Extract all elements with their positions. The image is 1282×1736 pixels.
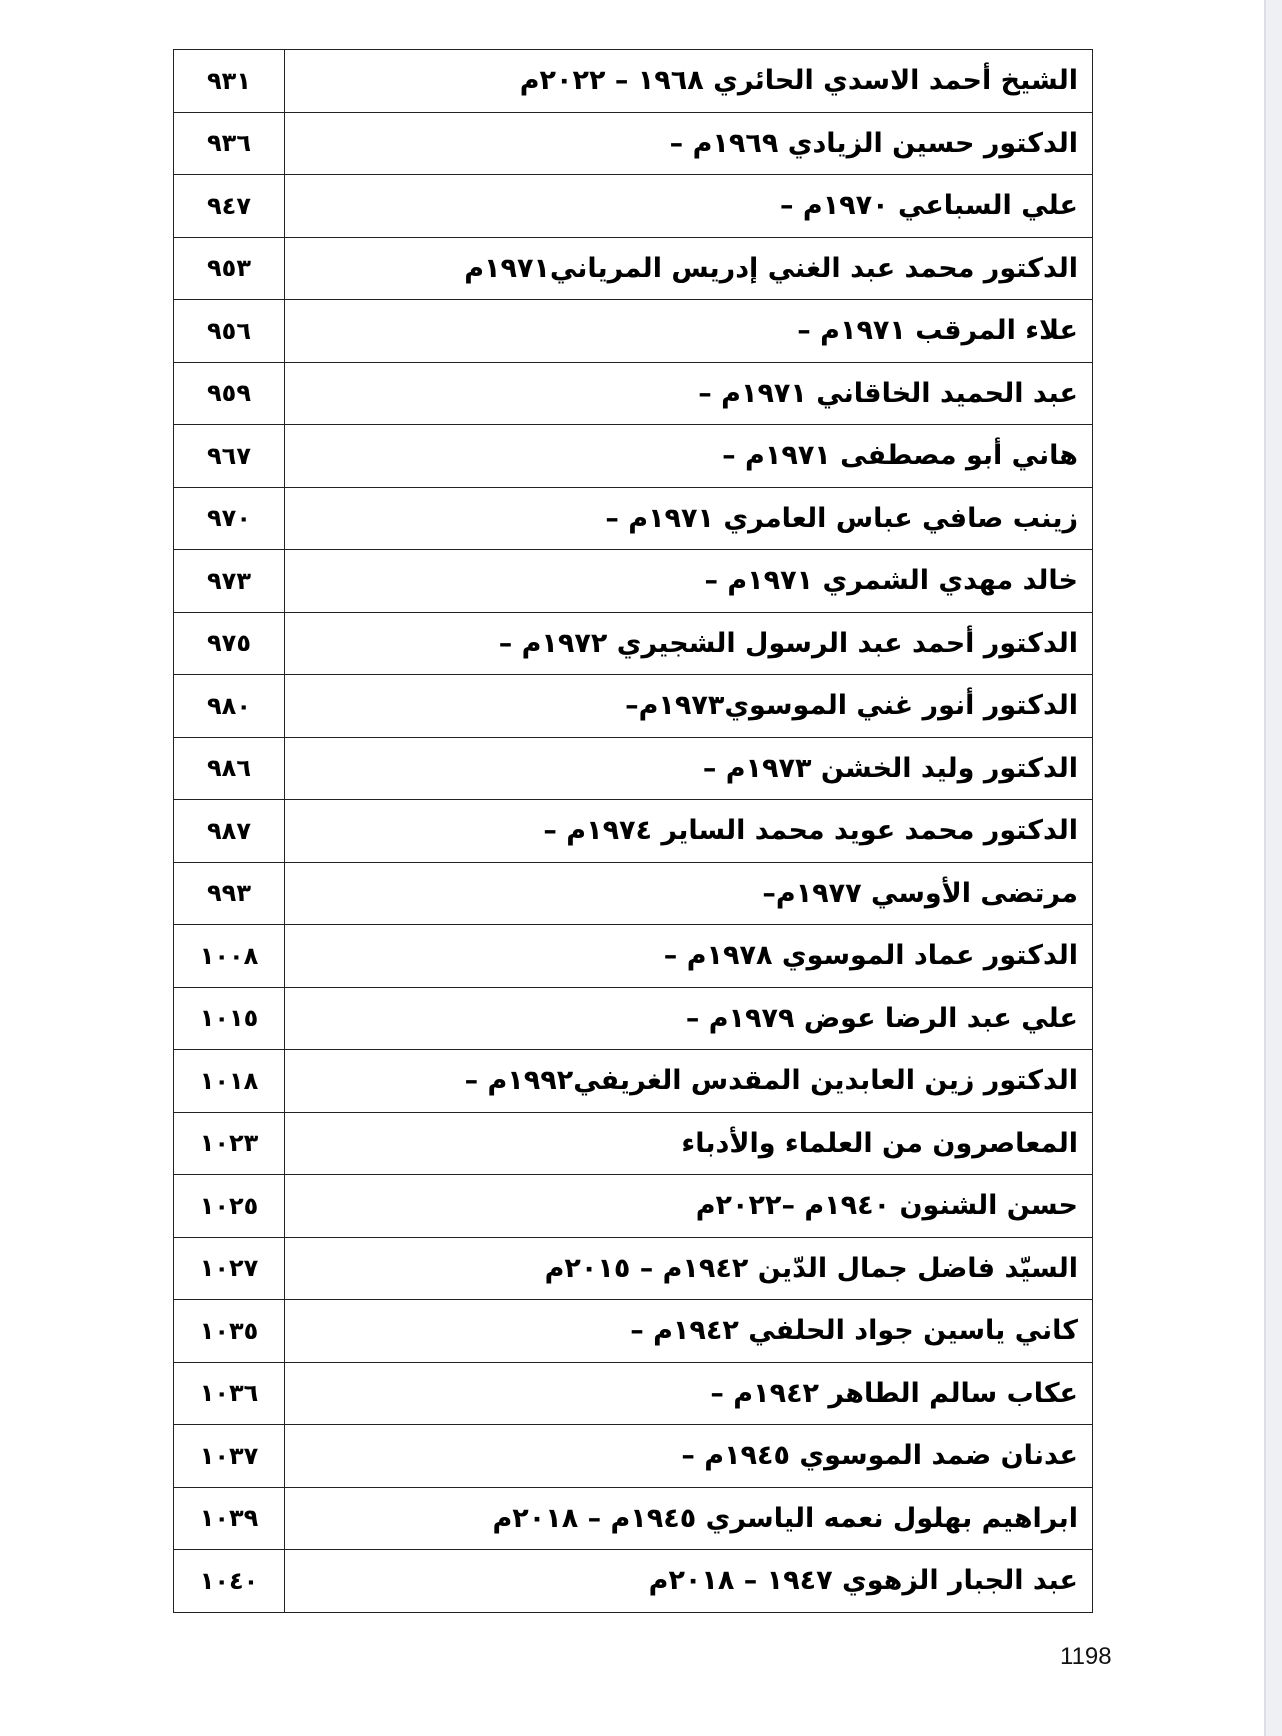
table-row [174,550,1093,613]
table-row [174,1112,1093,1175]
entry-page-number: ٩٧٣ [174,550,285,613]
table-row [174,675,1093,738]
entry-page-number: ١٠١٨ [174,1050,285,1113]
entry-page-number: ١٠٢٧ [174,1237,285,1300]
entry-title: الدكتور محمد عبد الغني إدريس المرياني١٩٧١م [285,237,1093,300]
entry-page-number: ٩٩٣ [174,862,285,925]
table-row [174,487,1093,550]
table-row [174,1550,1093,1613]
table-row [174,1237,1093,1300]
table-row [174,112,1093,175]
entry-page-number: ٩٦٧ [174,425,285,488]
entry-title: الدكتور حسين الزيادي ١٩٦٩م – [285,112,1093,175]
table-row [174,50,1093,113]
entry-title: كاني ياسين جواد الحلفي ١٩٤٢م – [285,1300,1093,1363]
entry-title: خالد مهدي الشمري ١٩٧١م – [285,550,1093,613]
entry-title: الشيخ أحمد الاسدي الحائري ١٩٦٨ – ٢٠٢٢م [285,50,1093,113]
entry-page-number: ١٠٢٥ [174,1175,285,1238]
table-row [174,737,1093,800]
table-row [174,1487,1093,1550]
table-row [174,612,1093,675]
entry-title: الدكتور محمد عويد محمد الساير ١٩٧٤م – [285,800,1093,863]
entry-page-number: ٩٥٦ [174,300,285,363]
entry-title: زينب صافي عباس العامري ١٩٧١م – [285,487,1093,550]
entry-page-number: ١٠٢٣ [174,1112,285,1175]
table-row [174,925,1093,988]
entry-title: الدكتور زين العابدين المقدس الغريفي١٩٩٢م – [285,1050,1093,1113]
entry-page-number: ١٠٣٧ [174,1425,285,1488]
table-row [174,175,1093,238]
table-row [174,1300,1093,1363]
entry-title: الدكتور وليد الخشن ١٩٧٣م – [285,737,1093,800]
table-row [174,1425,1093,1488]
entry-title: علاء المرقب ١٩٧١م – [285,300,1093,363]
entry-title: ابراهيم بهلول نعمه الياسري ١٩٤٥م – ٢٠١٨م [285,1487,1093,1550]
entry-title: عدنان ضمد الموسوي ١٩٤٥م – [285,1425,1093,1488]
entry-page-number: ٩٧٥ [174,612,285,675]
table-row [174,425,1093,488]
entry-page-number: ٩٤٧ [174,175,285,238]
entry-title: عبد الجبار الزهوي ١٩٤٧ – ٢٠١٨م [285,1550,1093,1613]
table-row [174,1175,1093,1238]
entry-page-number: ١٠٣٦ [174,1362,285,1425]
entry-page-number: ١٠٣٩ [174,1487,285,1550]
entry-page-number: ٩٨٠ [174,675,285,738]
table-row [174,300,1093,363]
entry-page-number: ٩٨٧ [174,800,285,863]
table-row [174,1362,1093,1425]
entry-page-number: ٩٣٦ [174,112,285,175]
entry-page-number: ١٠٣٥ [174,1300,285,1363]
entry-page-number: ١٠١٥ [174,987,285,1050]
table-row [174,800,1093,863]
entry-title: عكاب سالم الطاهر ١٩٤٢م – [285,1362,1093,1425]
entry-title: السيّد فاضل جمال الدّين ١٩٤٢م – ٢٠١٥م [285,1237,1093,1300]
entry-page-number: ٩٣١ [174,50,285,113]
table-row [174,362,1093,425]
entry-page-number: ١٠٠٨ [174,925,285,988]
entry-title: الدكتور أحمد عبد الرسول الشجيري ١٩٧٢م – [285,612,1093,675]
entry-page-number: ٩٥٣ [174,237,285,300]
entry-title: حسن الشنون ١٩٤٠م –٢٠٢٢م [285,1175,1093,1238]
entry-page-number: ٩٧٠ [174,487,285,550]
entry-title: المعاصرون من العلماء والأدباء [285,1112,1093,1175]
entry-title: الدكتور عماد الموسوي ١٩٧٨م – [285,925,1093,988]
entry-title: علي عبد الرضا عوض ١٩٧٩م – [285,987,1093,1050]
entry-page-number: ١٠٤٠ [174,1550,285,1613]
entry-title: مرتضى الأوسي ١٩٧٧م– [285,862,1093,925]
entry-title: عبد الحميد الخاقاني ١٩٧١م – [285,362,1093,425]
entry-page-number: ٩٥٩ [174,362,285,425]
entry-title: علي السباعي ١٩٧٠م – [285,175,1093,238]
contents-table [173,49,1093,1613]
entry-page-number: ٩٨٦ [174,737,285,800]
table-row [174,862,1093,925]
entry-title: هاني أبو مصطفى ١٩٧١م – [285,425,1093,488]
table-row [174,987,1093,1050]
page-edge [1264,0,1282,1736]
entry-title: الدكتور أنور غني الموسوي١٩٧٣م– [285,675,1093,738]
table-row [174,237,1093,300]
page-number: 1198 [1060,1643,1112,1670]
table-row [174,1050,1093,1113]
